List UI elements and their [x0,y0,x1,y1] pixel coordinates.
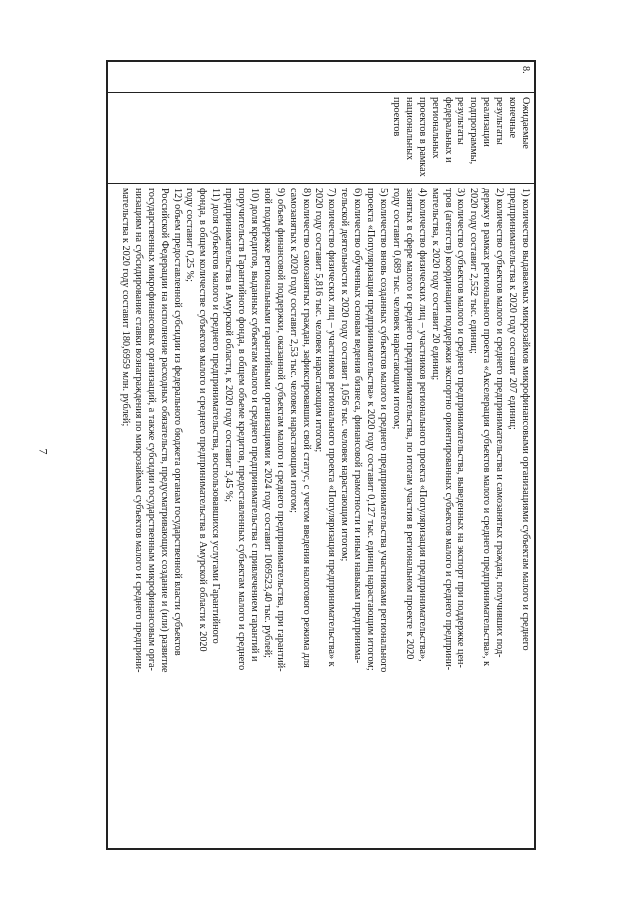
content-line: 5) количество вновь созданных субъектов малого и среднего предпринимательства участниками регионального [378,188,390,673]
content-line: Российской Федерации на исполнение расходных обязательств, предусматривающих создание и (или) развитие [158,188,170,673]
row-label: Ожидаемые конечные результаты реализации подпрограммы, результаты федеральных и региональных проектов в рамках национальных проектов [108,93,535,184]
content-line: проекта «Популяризация предпринимательства» к 2020 году составит 0,127 тыс. единиц нарастающим итогом; [365,188,377,671]
content-line: 6) количество обученных основам ведения бизнеса, финансовой грамотности и иным навыкам предпринима- [352,188,364,664]
content-line: предпринимательства в Амурской области, к 2020 году составит 3,45 %; [223,188,235,503]
content-line: поручительств Гарантийного фонда, в общем объеме кредитов, предоставленных субъектам малого и среднего [236,188,248,671]
content-line: государственных микрофинансовых организаций, а также субсидии государственным микрофинансовым орга- [145,188,157,671]
content-line: 12) объем предоставленной субсидии из федерального бюджета органам государственной власти субъектов [171,188,183,656]
content-line: 3) количество субъектов малого и среднего предпринимательства, выведенных на экспорт при поддержке цен- [455,188,467,668]
page-number: 7 [36,448,51,455]
content-line: предпринимательства к 2020 году составит 207 единиц; [507,188,519,430]
content-line: тров (агентств) координации поддержки экспортно ориентированных субъектов малого и среднего предприни- [442,188,454,671]
row-number: 8. [108,62,535,93]
content-line: 11) доля субъектов малого и среднего предпринимательства, воспользовавшихся услугами Гарантийного [210,188,222,644]
table-row [108,62,535,849]
content-line: низациям на субсидирование ставки вознаграждения по микрозаймам субъектов малого и среднего предприни- [132,188,144,673]
content-line: 9) объем финансовой поддержки, оказанной субъектам малого и среднего предпринимательства, при гарантий- [274,188,286,672]
content-line: фонда, в общем количестве субъектов малого и среднего предпринимательства в Амурской области к 2020 [197,188,209,652]
content-line: 2020 году составит 5,816 тыс. человек нарастающим итогом; [313,188,325,453]
content-line: 7) количество физических лиц – участников регионального проекта «Популяризация предпринимательства» к [326,188,338,667]
content-line: тельской деятельности к 2020 году составит 1,056 тыс. человек нарастающим итогом; [339,188,351,562]
content-line: 10) доля кредитов, выданных субъектам малого и среднего предпринимательства с привлечением гарантий и [248,188,260,662]
content-line: занятых в сфере малого и среднего предпринимательства, по итогам участия в региональном проекте к 2020 [403,188,415,660]
content-line: году составит 0,689 тыс. человек нарастающим итогом; [390,188,402,430]
content-line: 2020 году составит 2,552 тыс. единиц; [468,188,480,354]
content-line: 8) количество самозанятых граждан, зафиксировавших свой статус, с учетом введения налогового режима для [300,188,312,668]
content-line: держку в рамках регионального проекта «Акселерация субъектов малого и среднего предпринимательства», к [481,188,493,667]
row-content [108,184,535,849]
content-line: 2) количество субъектов малого и среднего предпринимательства и самозанятых граждан, получивших под- [494,188,506,658]
content-line: мательства, к 2020 году составит 20 единиц; [429,188,441,381]
content-line: 1) количество выдаваемых микрозаймов микрофинансовыми организациями субъектам малого и среднего [520,188,531,651]
content-line: 4) количество физических лиц – участников регионального проекта «Популяризация предпринимательства», [416,188,428,662]
content-line: ной поддержке региональными гарантийными организациями к 2024 году составит 1069523,40 тыс. рублей; [261,188,273,658]
results-table [106,60,536,850]
content-line: году составит 0,25 %; [184,188,196,282]
content-line: самозанятых к 2020 году составит 2,53 тыс. человек нарастающим итогом; [287,188,299,513]
content-line: мательства к 2020 году составит 180,6959 млн. рублей; [119,188,131,427]
